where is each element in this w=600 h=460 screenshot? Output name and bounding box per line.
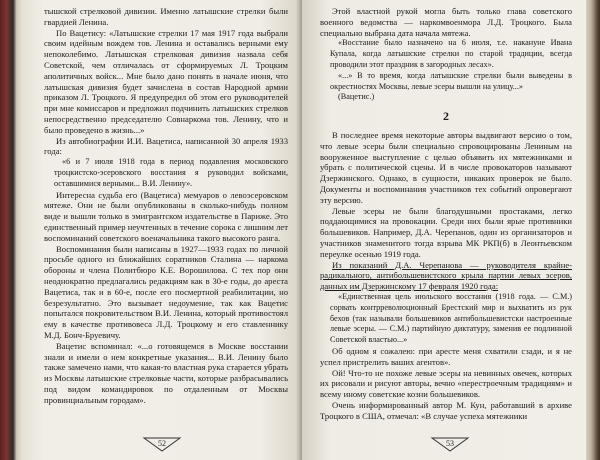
page-number-left [142, 436, 182, 452]
quote-paragraph: «...» В то время, когда латышские стрелки были выведены в окрестностях Москвы, левые эсеры вышли на улицу...» [330, 70, 572, 91]
page-number-label: 52 [158, 439, 166, 448]
paragraph: В последнее время некоторые авторы выдвигают версию о том, что левые эсеры были специально спровоцированы Лениным на вооруженное выступление с целью объявить их мятежниками и убрать с политической сцены. И в числе провокаторов называют Дзержинского. Однако, в сущности, никаких проверок не было. Документы и воспоминания участников тех событий опровергают эту версию. [320, 129, 572, 205]
quote-source: (Вацетис.) [338, 92, 375, 102]
paragraph: Очень информированный автор М. Кун, работавший в архиве Троцкого в США, отмечал: «В случае успеха мятежники [320, 399, 572, 421]
quote-paragraph: «Восстание было назначено на 6 июля, т.е. накануне Ивана Купала, когда латышские стрелки по старой традиции, всегда проводили этот праздник в загородных лесах». [330, 38, 572, 69]
paragraph: тышской стрелковой дивизии. Именно латышские стрелки были гвардией Ленина. [44, 6, 288, 27]
book-cover-edge-right [586, 0, 600, 460]
paragraph: Левые эсеры не были благодушными простаками, легко поддающимися на провокации. Среди них были ярые противники большевиков. Например, Д.А. Черепанов, один из организаторов и участников знаменитого тогда взрыва МК РКП(б) в Леонтьевском переулке осенью 1919 года. [320, 205, 572, 259]
paragraph: Вацетис вспоминал: «...о готовящемся в Москве восстании знали и имели о нем конкретные указания... В.И. Ленину было также замечено нами, что какая-то властная рука старается убрать из Москвы латышские стрелковые части, которые разбрасывались под видом командировок по отдаленным от Москвы провинциальным городам». [44, 340, 288, 405]
paragraph: Воспоминания были написаны в 1927—1933 годах по личной просьбе одного из ближайших соратников Сталина — наркома обороны и члена Политбюро К.Е. Ворошилова. С тех пор они неоднократно предлагались редакциям как в 30-е годы, до ареста Вацетиса, так и в 60-е, после его посмертной реабилитации, но безрезультатно. Это вызывает недоумение, так как Вацетис попытался покровительством В.И. Ленина, который противостоял ему в качестве противовеса Л.Д. Троцкому и его ставленнику М.Д. Бонч-Бруевичу. [44, 243, 288, 340]
paragraph: Ой! Что-то не похоже левые эсеры на невинных овечек, которых их рисовали и рисуют авторы, вечно «перестроечным традициям» и всему иному советские козни большевиков. [320, 367, 572, 400]
paragraph: По Вацетису: «Латышские стрелки 17 мая 1917 года выбрали своим идейным вождем тов. Ленина и оставались верными ему непоколебимо. Латышская стрелковая дивизия назвала себя Советской, чем отличалась от сформируемых Л. Троцким аполитичных войск... Мне было дано понять в начале июня, что латышская дивизия будет зачислена в состав Народной армии приказом Л. Троцкого. Я предупредил об этом его руководителей при мне комиссаров и предложил подчинить латышских стрелков непосредственно председателю Совнаркома тов. Ленину, что и было проведено в жизнь...» [44, 27, 288, 135]
section-number: 2 [443, 109, 449, 124]
paragraph: Об одном я сожалею: при аресте меня схватили сзади, и я не успел пристрелить ваших агентов». [320, 345, 572, 367]
left-page-text [44, 6, 288, 405]
page-number-label: 53 [446, 439, 454, 448]
paragraph: Этой властной рукой могла быть только глава советского военного ведомства — наркомвоенмора Л.Д. Троцкого. Была специально выбрана дата начала мятежа. [320, 6, 572, 38]
book-cover-edge-left [0, 0, 22, 460]
page-number-right [430, 436, 470, 452]
quote-paragraph: «6 и 7 июля 1918 года в период подавления московского троцкистско-эсеровского восстания я руководил войсками, оставшимися верными... В.И. Ленину». [54, 157, 288, 188]
paragraph: Из автобиографии И.И. Вацетиса, написанной 30 апреля 1933 года: [44, 135, 288, 157]
right-page [302, 0, 586, 460]
left-page [22, 0, 302, 460]
underlined-paragraph: Из показаний Д.А. Черепанова — руководителя крайне-радикального, антибольшевистского крыла партии левых эсеров, данных им Дзержинскому 17 февраля 1920 года: [320, 259, 572, 292]
right-page-text [320, 6, 572, 421]
paragraph: Интересна судьба его (Вацетиса) мемуаров о левоэсеровском мятеже. Они не были опубликованы в сколько-нибудь полном виде и вышли только в эмигрантском издательстве в Париже. Это единственный пример неучтенных в течение сорока с лишним лет воспоминаний советского военачальника такого высокого ранга. [44, 189, 288, 243]
quote-paragraph: «Единственная цель июльского восстания (1918 года. — С.М.) сорвать контрреволюционный Брестский мир и выхватить из рук бехов (так называли большевиков антибольшевистски настроенные левые эсеры. — С.М.) партийную диктатуру, заменив ее подлинной Советской властью...» [330, 291, 572, 345]
